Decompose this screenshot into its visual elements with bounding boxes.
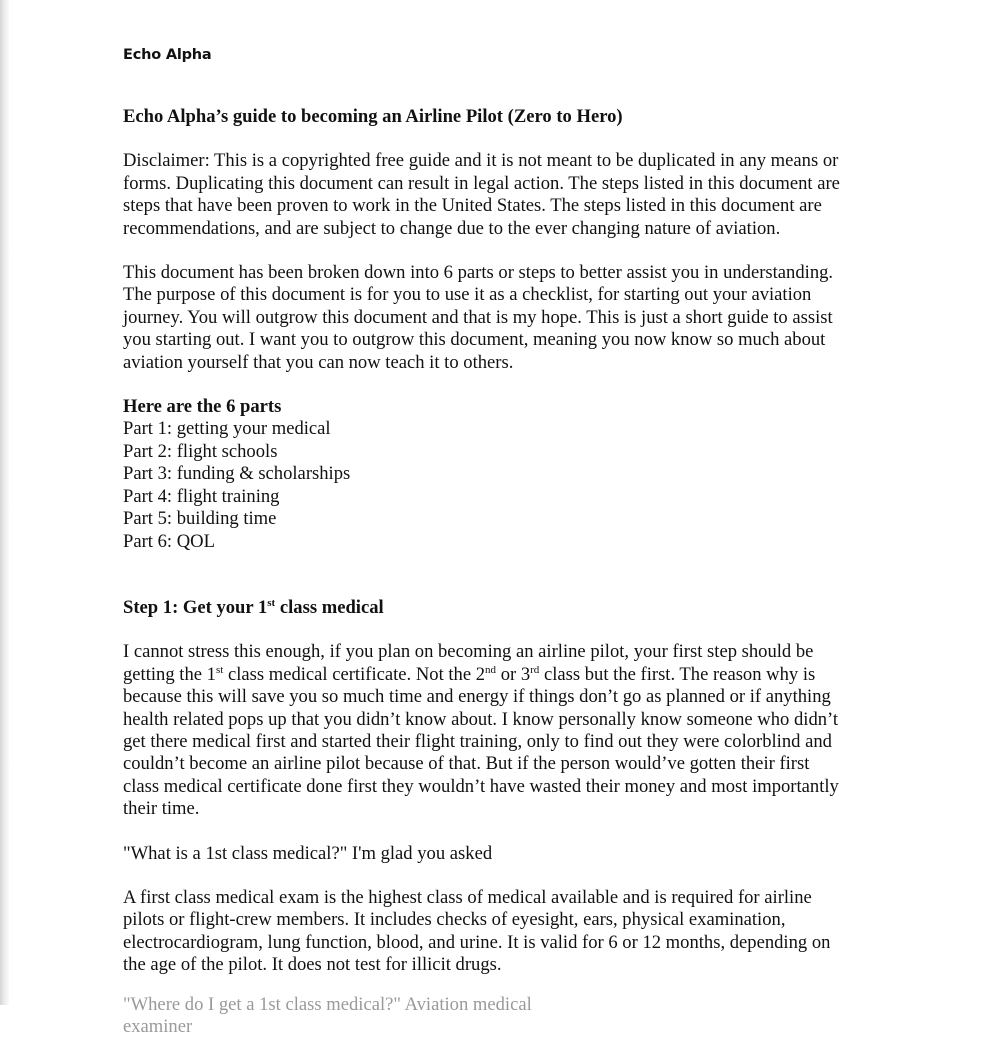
page-edge-shadow [0, 0, 9, 1005]
step1-paragraph-line: their time. [123, 798, 200, 820]
parts-heading: Here are the 6 parts [123, 396, 282, 418]
step1-answer-line: electrocardiogram, lung function, blood, and urine. It is valid for 6 or 12 months, depending on [123, 931, 831, 953]
parts-list-item: Part 2: flight schools [123, 440, 278, 462]
parts-list-item: Part 5: building time [123, 508, 277, 530]
document-body [123, 106, 883, 977]
step1-paragraph-line: class medical certificate done first they wouldn’t have wasted their money and most importantly [123, 775, 839, 797]
intro-line: This document has been broken down into 6 parts or steps to better assist you in understanding. [123, 262, 834, 284]
parts-list-item: Part 6: QOL [123, 530, 215, 552]
intro-line: you starting out. I want you to outgrow this document, meaning you now know so much about [123, 329, 826, 351]
step1-paragraph-line: get there medical first and started their flight training, only to find out they were colorblind and [123, 730, 832, 752]
step1-answer-line: A first class medical exam is the highest class of medical available and is required for airline [123, 886, 812, 908]
disclaimer-line: recommendations, and are subject to change due to the ever changing nature of aviation. [123, 217, 781, 239]
parts-list-item: Part 4: flight training [123, 485, 280, 507]
cutoff-next-line: "Where do I get a 1st class medical?" Aviation medical examiner [123, 994, 532, 1038]
step1-paragraph-line: getting the 1st class medical certificate. Not the 2nd or 3rd class but the first. The reason why is [123, 663, 816, 685]
header-author: Echo Alpha [123, 47, 212, 63]
step1-answer-line: pilots or flight-crew members. It includes checks of eyesight, ears, physical examination, [123, 909, 786, 931]
step1-paragraph-line: I cannot stress this enough, if you plan on becoming an airline pilot, your first step should be [123, 641, 814, 663]
disclaimer-line: forms. Duplicating this document can result in legal action. The steps listed in this document are [123, 172, 840, 194]
parts-list-item: Part 1: getting your medical [123, 418, 331, 440]
parts-list-item: Part 3: funding & scholarships [123, 463, 351, 485]
document-title: Echo Alpha’s guide to becoming an Airline Pilot (Zero to Hero) [123, 106, 623, 127]
intro-line: journey. You will outgrow this document and that is my hope. This is just a short guide to assist [123, 306, 833, 328]
step1-heading: Step 1: Get your 1st class medical [123, 596, 384, 618]
step1-paragraph-line: health related pops up that you didn’t know about. I know personally know someone who didn’t [123, 708, 839, 730]
step1-question: "What is a 1st class medical?" I'm glad you asked [123, 842, 493, 864]
step1-answer-line: the age of the pilot. It does not test for illicit drugs. [123, 954, 502, 976]
disclaimer-line: steps that have been proven to work in the United States. The steps listed in this document are [123, 195, 822, 217]
intro-line: aviation yourself that you can now teach it to others. [123, 351, 514, 373]
step1-paragraph-line: because this will save you so much time and energy if things don’t go as planned or if anything [123, 686, 831, 708]
intro-line: The purpose of this document is for you to use it as a checklist, for starting out your aviation [123, 284, 812, 306]
disclaimer-line: Disclaimer: This is a copyrighted free guide and it is not meant to be duplicated in any means or [123, 150, 839, 172]
step1-paragraph-line: couldn’t become an airline pilot because of that. But if the person would’ve gotten their first [123, 753, 810, 775]
